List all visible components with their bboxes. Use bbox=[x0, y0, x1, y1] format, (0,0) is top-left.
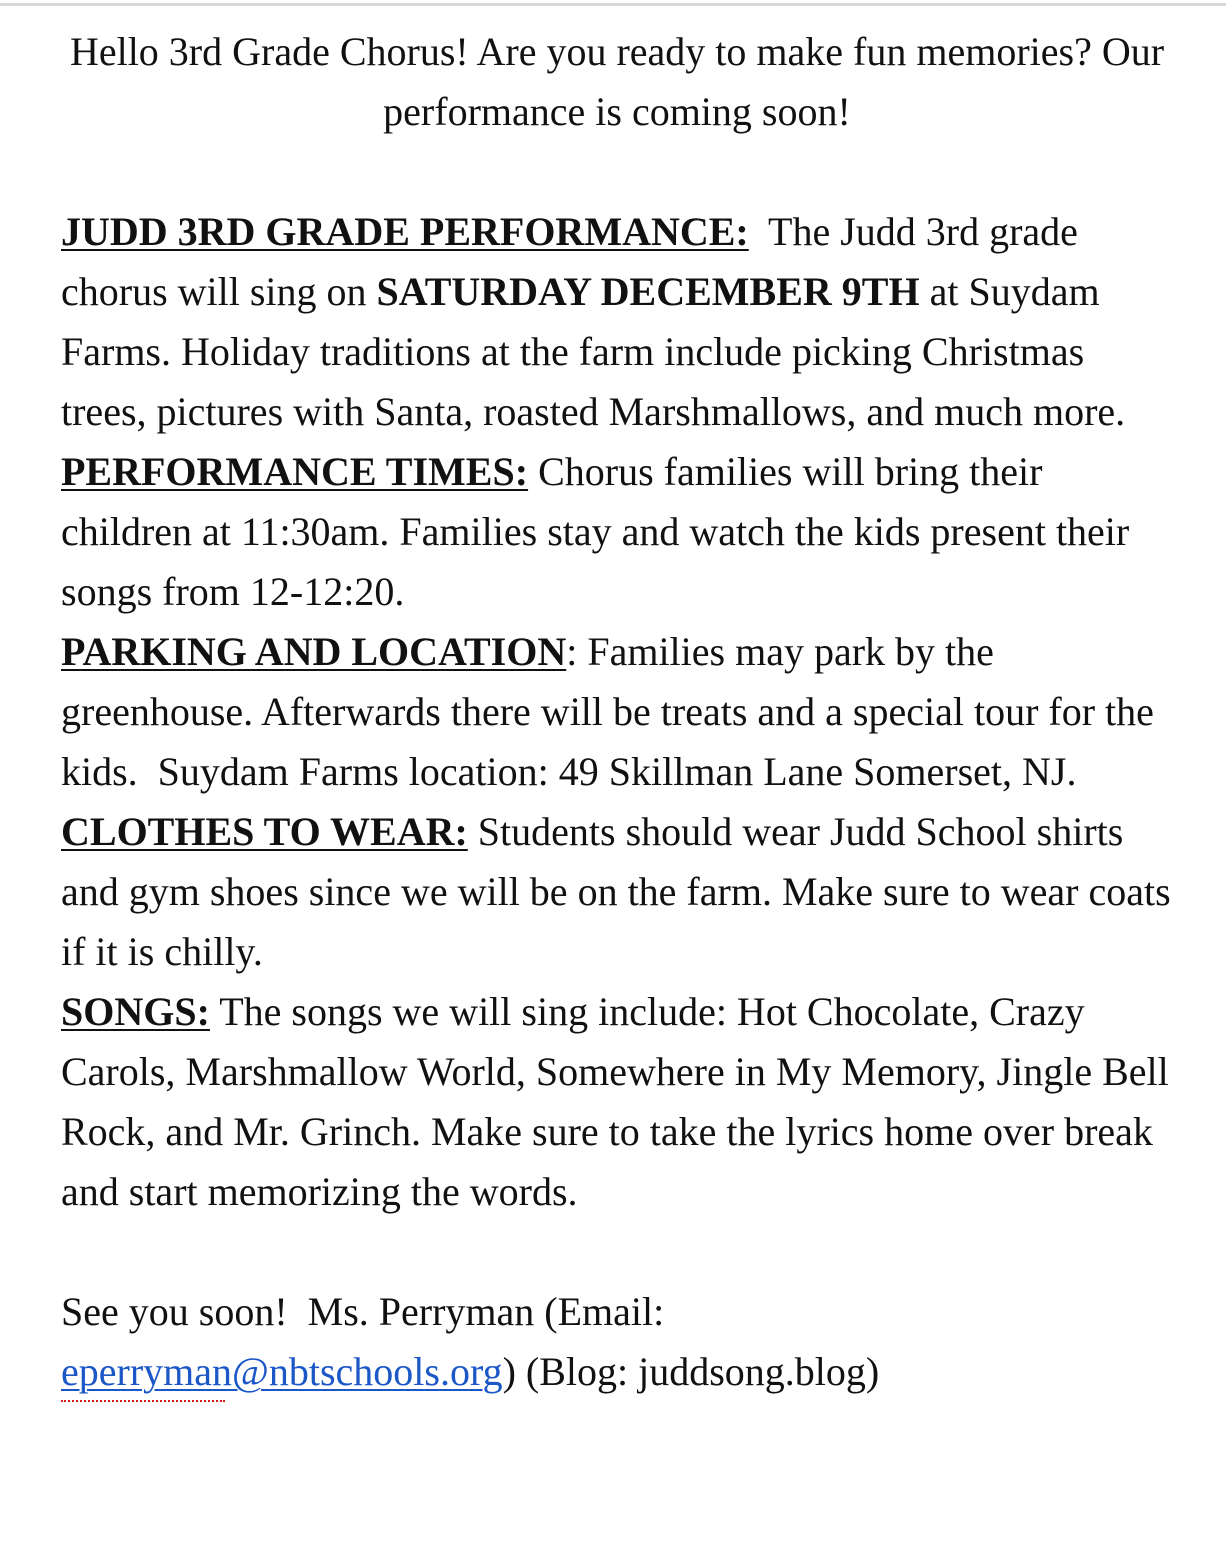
intro-text: Hello 3rd Grade Chorus! Are you ready to make fun memories? Our performance is coming soon! bbox=[69, 29, 1165, 134]
document-body bbox=[61, 22, 1175, 1402]
blog-text: ) (Blog: juddsong.blog) bbox=[502, 1349, 880, 1394]
email-link[interactable] bbox=[61, 1349, 503, 1394]
section-text: at Suydam Farms. Holiday traditions at the farm include picking Christmas trees, pictures with Santa, roasted Marshmallows, and much more. bbox=[61, 269, 1126, 434]
section-times bbox=[61, 442, 1175, 622]
top-divider bbox=[0, 3, 1226, 6]
section-text: The songs we will sing include: Hot Chocolate, Crazy Carols, Marshmallow World, Somewhere in My Memory, Jingle Bell Rock, and Mr. Grinch. Make sure to take the lyrics home over break and start memorizing the words. bbox=[61, 989, 1169, 1214]
closing-text: See you soon! Ms. Perryman (Email: bbox=[61, 1289, 675, 1334]
section-heading: PARKING AND LOCATION bbox=[61, 629, 567, 674]
section-heading: CLOTHES TO WEAR: bbox=[61, 809, 468, 854]
closing bbox=[61, 1282, 1175, 1402]
section-text: Students should wear Judd School shirts and gym shoes since we will be on the farm. Make sure to wear coats if it is chilly. bbox=[61, 809, 1171, 974]
section-heading: SONGS: bbox=[61, 989, 210, 1034]
performance-date: SATURDAY DECEMBER 9TH bbox=[376, 269, 920, 314]
section-heading: PERFORMANCE TIMES: bbox=[61, 449, 529, 494]
section-performance bbox=[61, 202, 1175, 442]
section-text: Chorus families will bring their children at 11:30am. Families stay and watch the kids present their songs from 12-12:20. bbox=[61, 449, 1130, 614]
section-clothes bbox=[61, 802, 1175, 982]
section-heading: JUDD 3RD GRADE PERFORMANCE: bbox=[61, 209, 749, 254]
email-text: eperryman@nbtschools.org bbox=[61, 1349, 503, 1394]
section-songs bbox=[61, 982, 1175, 1222]
section-text: The Judd 3rd grade chorus will sing on bbox=[61, 209, 1088, 314]
spellcheck-underline bbox=[61, 1400, 225, 1402]
section-parking bbox=[61, 622, 1175, 802]
section-text: : Families may park by the greenhouse. Afterwards there will be treats and a special tour for the kids. Suydam Farms location: 49 Skillman Lane Somerset, NJ. bbox=[61, 629, 1164, 794]
